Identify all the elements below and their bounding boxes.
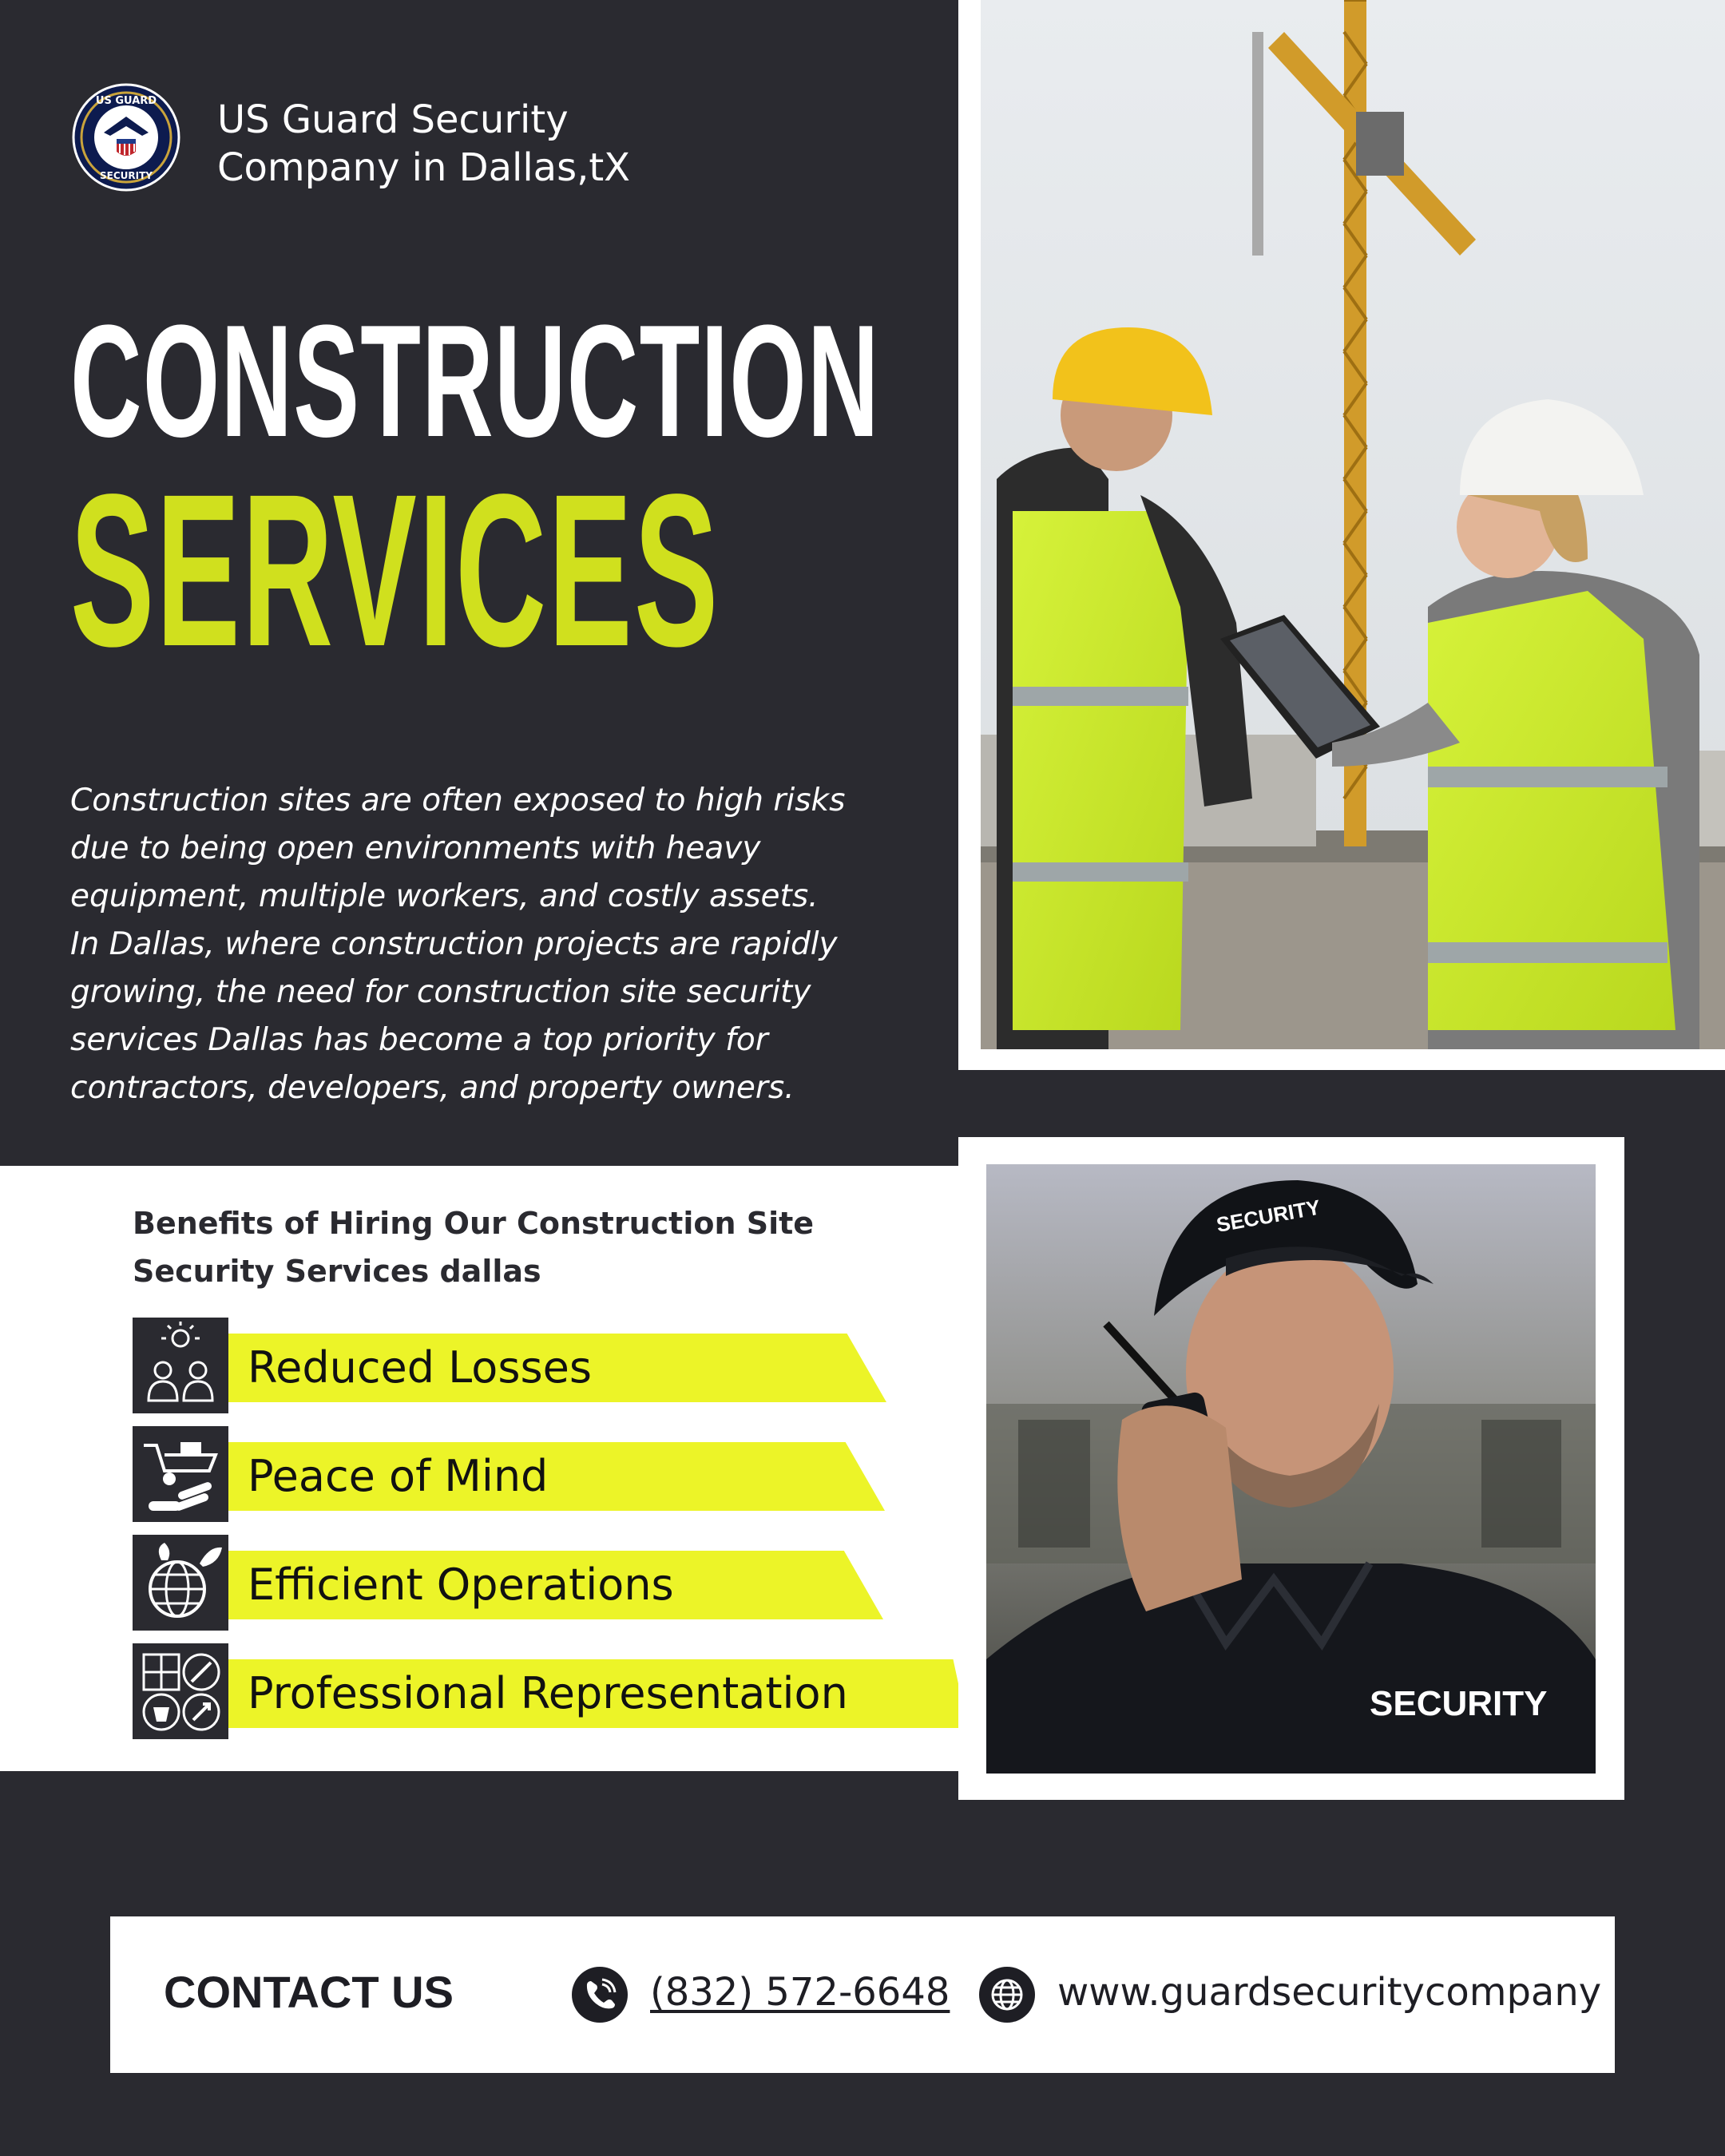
wheelbarrow-materials-icon bbox=[133, 1426, 228, 1522]
tools-blueprint-icon bbox=[133, 1643, 228, 1739]
benefits-heading: Benefits of Hiring Our Construction Site Security Services dallas bbox=[133, 1206, 815, 1289]
phone-link[interactable]: (832) 572-6648 bbox=[650, 1970, 950, 2015]
logo-arc-bottom: SECURITY bbox=[100, 170, 153, 181]
globe-icon bbox=[979, 1967, 1035, 2023]
benefit-item bbox=[133, 1318, 931, 1413]
logo-arc-top: US GUARD bbox=[95, 95, 157, 107]
website-link[interactable]: www.guardsecuritycompany bbox=[1057, 1970, 1602, 2015]
jacket-text: SECURITY bbox=[1370, 1684, 1548, 1723]
security-guard-photo bbox=[986, 1164, 1596, 1774]
team-idea-icon bbox=[133, 1318, 228, 1413]
globe-leaf-icon bbox=[133, 1535, 228, 1631]
benefit-label-efficient-operations: Efficient Operations bbox=[248, 1560, 674, 1610]
benefit-label-peace-of-mind: Peace of Mind bbox=[248, 1451, 549, 1501]
benefit-label-reduced-losses: Reduced Losses bbox=[248, 1342, 592, 1393]
brand-name-line-1: US Guard Security bbox=[217, 97, 569, 142]
cap-text: SECURITY bbox=[1214, 1195, 1322, 1237]
intro-paragraph: Construction sites are often exposed to high risks due to being open environments with heavy equipment, multiple workers, and costly assets. In Dallas, where construction projects are rapidly growing, the need for construction site security services Dallas has become a top priority for contractors, developers, and property owners. bbox=[70, 783, 846, 1106]
company-logo bbox=[72, 77, 180, 198]
benefit-item bbox=[133, 1535, 931, 1631]
benefit-item bbox=[133, 1643, 931, 1739]
construction-workers-photo bbox=[981, 0, 1725, 1049]
contact-title: CONTACT US bbox=[164, 1967, 454, 2017]
headline-construction: CONSTRUCTION bbox=[70, 292, 880, 470]
phone-icon bbox=[572, 1967, 628, 2023]
benefit-item bbox=[133, 1426, 931, 1522]
brand-name-line-2: Company in Dallas,tX bbox=[217, 145, 631, 190]
benefit-label-professional-representation: Professional Representation bbox=[248, 1668, 848, 1718]
headline-services: SERVICES bbox=[70, 449, 720, 692]
